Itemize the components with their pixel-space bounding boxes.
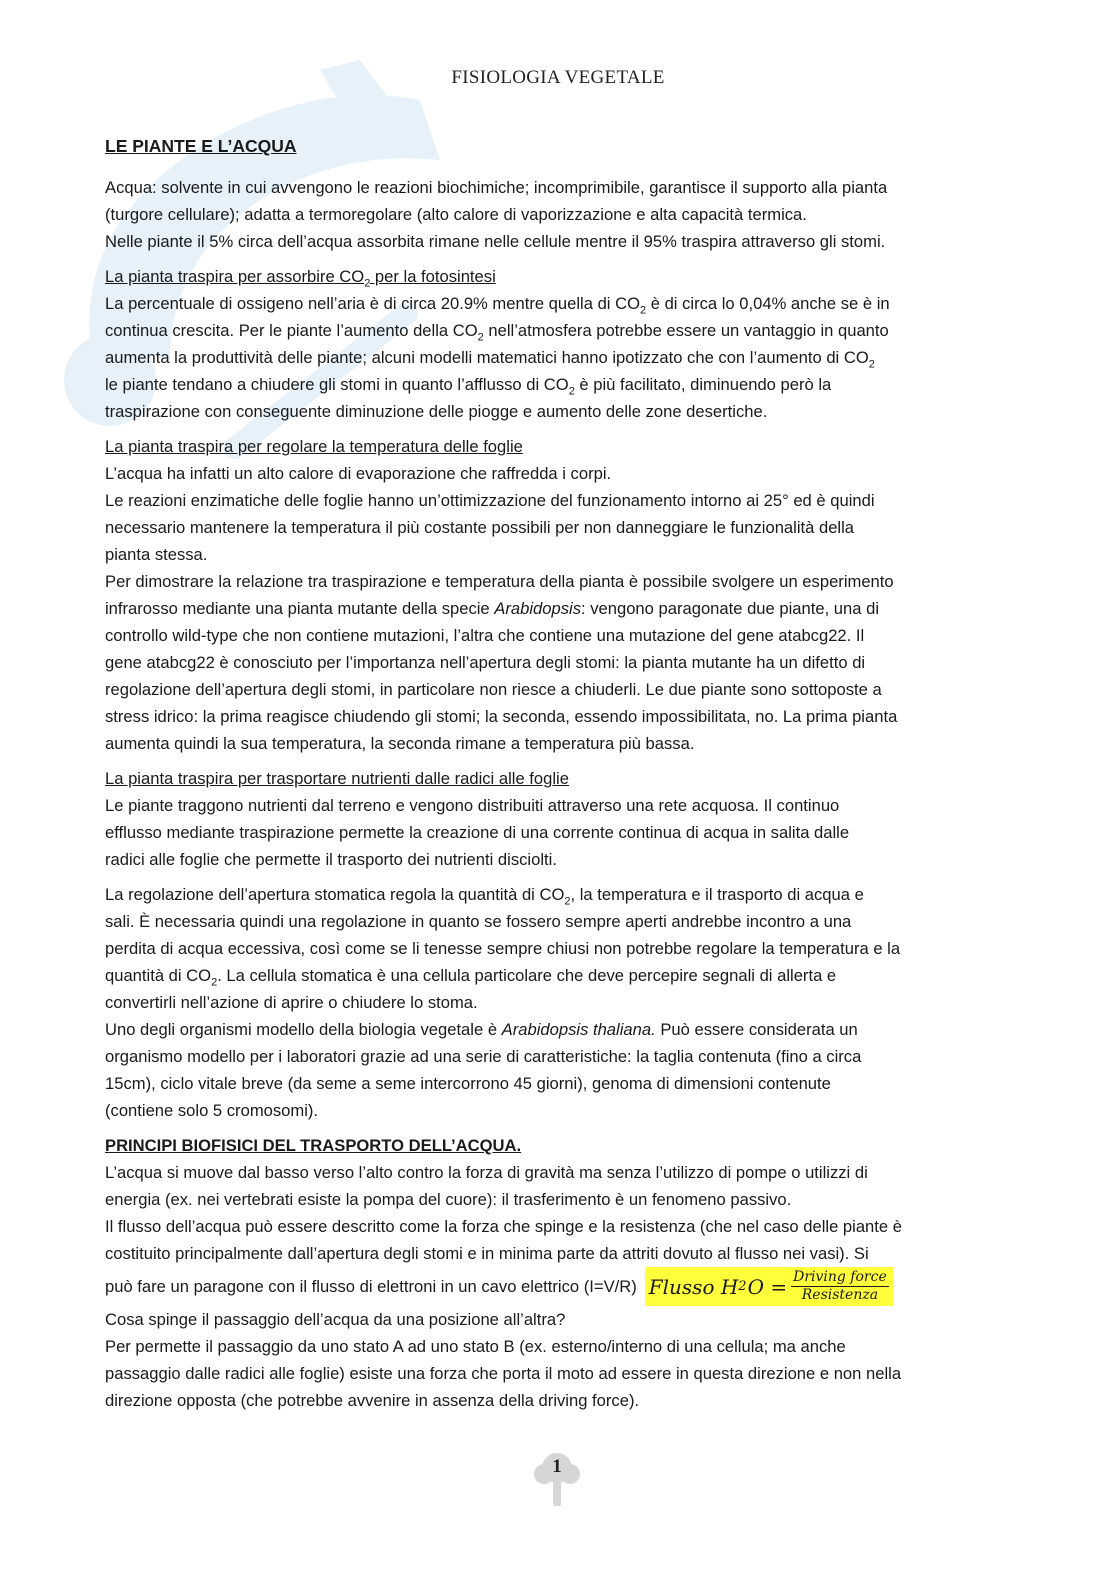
paragraph-line: gene atabcg22 è conosciuto per l’importanza nell’apertura degli stomi: la pianta mutante ha un difetto di xyxy=(105,653,866,672)
section-heading-principi-biofisici: PRINCIPI BIOFISICI DEL TRASPORTO DELL’ACQUA. xyxy=(105,1136,522,1155)
paragraph-line: L’acqua ha infatti un alto calore di evaporazione che raffredda i corpi. xyxy=(105,464,612,483)
paragraph-line: Per permette il passaggio da uno stato A ad uno stato B (ex. esterno/interno di una cellula; ma anche xyxy=(105,1337,846,1356)
paragraph-line: quantità di $CO_2$. La cellula stomatica è una cellula particolare che deve percepire segnali di allerta e xyxy=(105,966,837,989)
paragraph-line: Per dimostrare la relazione tra traspirazione e temperatura della pianta è possibile svolgere un esperimento xyxy=(105,572,894,591)
flow-formula-highlight: Flusso H 2 O = $\frac{\text{Driving force}}{\text{Resistenza}}$ xyxy=(645,1267,893,1306)
paragraph-line: radici alle foglie che permette il trasporto dei nutrienti disciolti. xyxy=(105,850,557,869)
intro-line: Acqua: solvente in cui avvengono le reazioni biochimiche; incomprimibile, garantisce il supporto alla pianta xyxy=(105,178,888,197)
paragraph-line: Cosa spinge il passaggio dell’acqua da una posizione all’altra? xyxy=(105,1310,566,1329)
page-footer xyxy=(524,1452,590,1508)
formula-fraction: $\frac{\text{Driving force}}{\text{Resistenza}}$ xyxy=(793,1269,887,1303)
paragraph-line: infrarosso mediante una pianta mutante della specie Arabidopsis: vengono paragonate due piante, una di xyxy=(105,599,880,618)
document-body xyxy=(105,133,1005,1414)
paragraph-line: Il flusso dell’acqua può essere descritto come la forza che spinge e la resistenza (che nel caso delle piante è xyxy=(105,1217,902,1236)
page-number: 1 xyxy=(552,1456,562,1477)
paragraph-line: direzione opposta (che potrebbe avvenire in assenza della driving force). xyxy=(105,1391,640,1410)
paragraph-line: passaggio dalle radici alle foglie) esiste una forza che porta il moto ad essere in questa direzione e non nella xyxy=(105,1364,902,1383)
paragraph-line: energia (ex. nei vertebrati esiste la pompa del cuore): il trasferimento è un fenomeno passivo. xyxy=(105,1190,792,1209)
paragraph-line: organismo modello per i laboratori grazie ad una serie di caratteristiche: la taglia contenuta (fino a circa xyxy=(105,1047,862,1066)
paragraph-line: Uno degli organismi modello della biologia vegetale è Arabidopsis thaliana. Può essere considerata un xyxy=(105,1020,858,1039)
intro-line: (turgore cellulare); adatta a termoregolare (alto calore di vaporizzazione e alta capacità termica. xyxy=(105,205,807,224)
paragraph-line: necessario mantenere la temperatura il più costante possibili per non danneggiare le funzionalità della xyxy=(105,518,855,537)
paragraph-line: convertirli nell’azione di aprire o chiudere lo stoma. xyxy=(105,993,478,1012)
paragraph-line: controllo wild-type che non contiene mutazioni, l’altra che contiene una mutazione del gene atabcg22. Il xyxy=(105,626,865,645)
paragraph-line: efflusso mediante traspirazione permette la creazione di una corrente continua di acqua in salita dalle xyxy=(105,823,850,842)
paragraph-line: perdita di acqua eccessiva, così come se li tenesse sempre chiusi non potrebbe regolare la temperatura e la xyxy=(105,939,901,958)
paragraph-line: stress idrico: la prima reagisce chiudendo gli stomi; la seconda, essendo impossibilitata, no. La prima pianta xyxy=(105,707,898,726)
paragraph-line: le piante tendano a chiudere gli stomi in quanto l’afflusso di $CO_2$ è più facilitato, diminuendo però la xyxy=(105,375,832,398)
paragraph-line: 15cm), ciclo vitale breve (da seme a seme intercorrono 45 giorni), genoma di dimensioni contenute xyxy=(105,1074,831,1093)
paragraph-line: aumenta quindi la sua temperatura, la seconda rimane a temperatura più bassa. xyxy=(105,734,695,753)
paragraph-line: regolazione dell’apertura degli stomi, in particolare non riesce a chiuderli. Le due piante sono sottoposte a xyxy=(105,680,882,699)
paragraph-line: La percentuale di ossigeno nell’aria è di circa 20.9% mentre quella di $CO_2$ è di circa lo 0,04% anche se è in xyxy=(105,294,890,317)
subheading-nutrienti: La pianta traspira per trasportare nutrienti dalle radici alle foglie xyxy=(105,769,569,788)
paragraph-line: continua crescita. Per le piante l’aumento della $CO_2$ nell’atmosfera potrebbe essere un vantaggio in quanto xyxy=(105,321,889,344)
formula-line: può fare un paragone con il flusso di elettroni in un cavo elettrico (I=V/R) Flusso H 2 O = $\frac{\text{Driving force}}{\text{Resistenza}}$ xyxy=(105,1267,1005,1306)
page-header-title: FISIOLOGIA VEGETALE xyxy=(451,67,665,88)
paragraph-line: (contiene solo 5 cromosomi). xyxy=(105,1101,319,1120)
paragraph-line: Le reazioni enzimatiche delle foglie hanno un’ottimizzazione del funzionamento intorno ai 25° ed è quindi xyxy=(105,491,875,510)
subheading-co2: La pianta traspira per assorbire $CO_2$ per la fotosintesi xyxy=(105,267,496,290)
paragraph-line: sali. È necessaria quindi una regolazione in quanto se fossero sempre aperti andrebbe incontro a una xyxy=(105,912,852,931)
paragraph-line: pianta stessa. xyxy=(105,545,208,564)
paragraph-line: aumenta la produttività delle piante; alcuni modelli matematici hanno ipotizzato che con l’aumento di $CO_2$ xyxy=(105,348,875,371)
intro-line: Nelle piante il 5% circa dell’acqua assorbita rimane nelle cellule mentre il 95% traspira attraverso gli stomi. xyxy=(105,232,886,251)
paragraph-line: L’acqua si muove dal basso verso l’alto contro la forza di gravità ma senza l’utilizzo di pompe o utilizzi di xyxy=(105,1163,868,1182)
paragraph-line: La regolazione dell’apertura stomatica regola la quantità di $CO_2$, la temperatura e il trasporto di acqua e xyxy=(105,885,864,908)
section-heading-piante-acqua: LE PIANTE E L’ACQUA xyxy=(105,136,297,156)
paragraph-line: Le piante traggono nutrienti dal terreno e vengono distribuiti attraverso una rete acquosa. Il continuo xyxy=(105,796,840,815)
paragraph-line: costituito principalmente dall’apertura degli stomi e in minima parte da attriti dovuto al flusso nei vasi). Si xyxy=(105,1244,869,1263)
paragraph-line: traspirazione con conseguente diminuzione delle piogge e aumento delle zone desertiche. xyxy=(105,402,768,421)
subheading-temperatura: La pianta traspira per regolare la temperatura delle foglie xyxy=(105,437,523,456)
